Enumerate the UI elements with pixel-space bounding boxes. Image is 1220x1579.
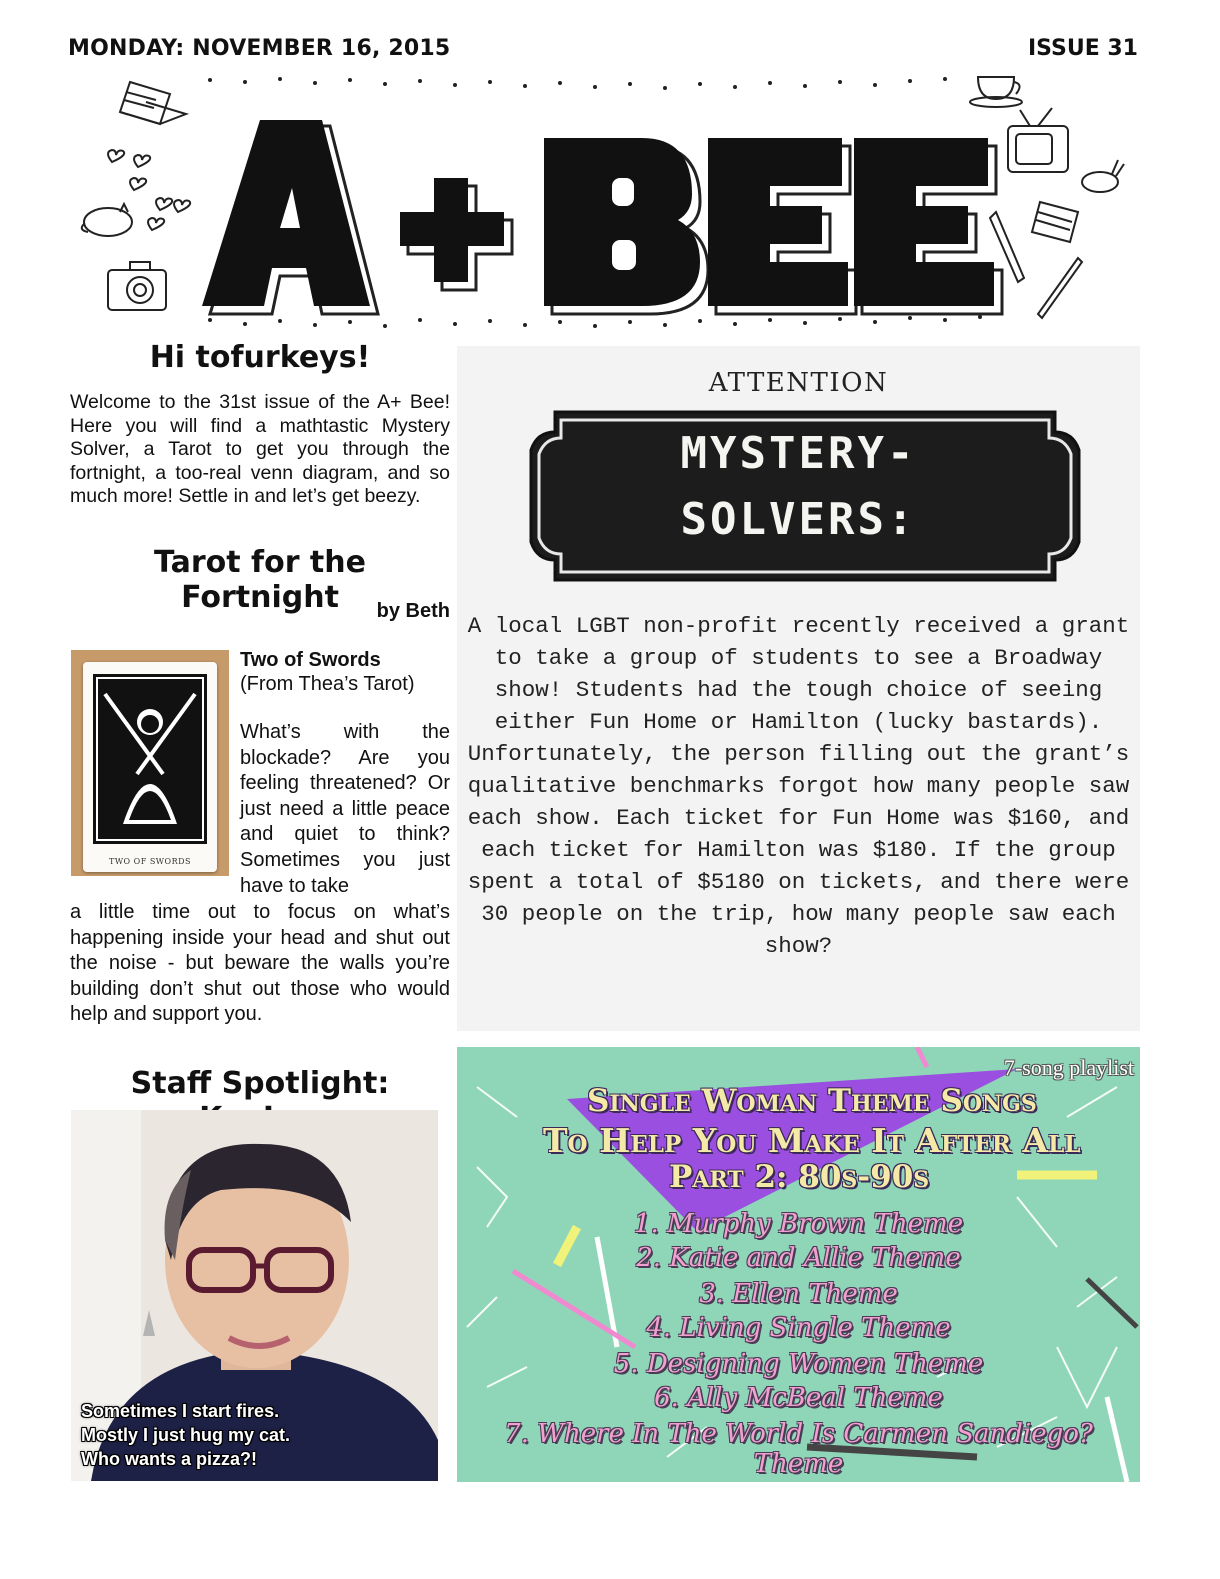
tarot-card-art [93,674,207,844]
playlist-title-line1: Single Woman Theme Songs [587,1083,1037,1119]
caption-line: Mostly I just hug my cat. [81,1425,291,1445]
tarot-card-label: TWO OF SWORDS [109,857,191,866]
song-item: 7. Where In The World Is Carmen Sandiego? Theme [504,1419,1093,1479]
attention-label: ATTENTION [708,368,889,398]
issue-number: ISSUE 31 [1027,36,1138,61]
tarot-body-part2: a little time out to focus on what’s happening inside your head and shut out the noise - but beware the walls you’re building don’t shut out those who would help and support you. [70,901,450,1026]
tarot-byline: by Beth [376,600,450,622]
banner-line-2: SOLVERS: [680,494,917,545]
staff-photo [71,1110,438,1481]
song-item: 2. Katie and Allie Theme [636,1243,961,1273]
issue-date: MONDAY: NOVEMBER 16, 2015 [68,36,451,61]
song-item: 4. Living Single Theme [646,1313,951,1343]
intro-body: Welcome to the 31st issue of the A+ Bee! Here you will find a mathtastic Mystery Solver, a Tarot to get you through the fortnight, a too-real venn diagram, and so much more! Settle in and let’s get beezy. [70,391,450,508]
tarot-heading: Tarot for the Fortnight [154,545,366,615]
tarot-body-part1: What’s with the blockade? Are you feeling threatened? Or just need a little peace and quiet to think? Sometimes you just have to take [240,721,450,897]
mystery-puzzle-text: A local LGBT non-profit recently received a grant to take a group of students to see a Broadway show! Students had the tough choice of seeing either Fun Home or Hamilton (lucky bastards). Unfortunately, the person filling out the grant’s qualitative benchmarks forgot how many people saw each show. Each ticket for Fun Home was $160, and each ticket for Hamilton was $180. If the group spent a total of $5180 on tickets, and there were 30 people on the trip, how many people saw each show? [467,613,1130,959]
playlist-title-line2: To Help You Make It After All [543,1121,1081,1160]
banner-line-1: MYSTERY- [680,428,917,479]
a-plus-bee-logo [60,102,1160,332]
song-item: 1. Murphy Brown Theme [633,1209,964,1239]
mystery-solvers-panel [457,346,1140,1031]
tarot-card-photo [71,650,229,876]
two-of-swords-figure-icon [93,674,207,844]
playlist-tag: 7-song playlist [1003,1055,1134,1080]
tarot-card-name: Two of Swords [240,649,381,671]
masthead [60,62,1160,342]
song-item: 5. Designing Women Theme [613,1349,984,1379]
caption-line: Who wants a pizza?! [81,1449,258,1469]
tarot-card [83,662,217,872]
playlist-title-line3: Part 2: 80s-90s [669,1159,930,1195]
playlist-panel [457,1047,1140,1482]
staff-spotlight-heading: Staff Spotlight: [130,1066,390,1101]
caption-line: Sometimes I start fires. [81,1401,280,1421]
staff-caption [81,1399,290,1471]
tarot-card-source: (From Thea’s Tarot) [240,673,415,695]
intro-heading: Hi tofurkeys! [149,340,371,375]
song-item: 3. Ellen Theme [699,1279,898,1309]
song-item: 6. Ally McBeal Theme [654,1383,943,1413]
